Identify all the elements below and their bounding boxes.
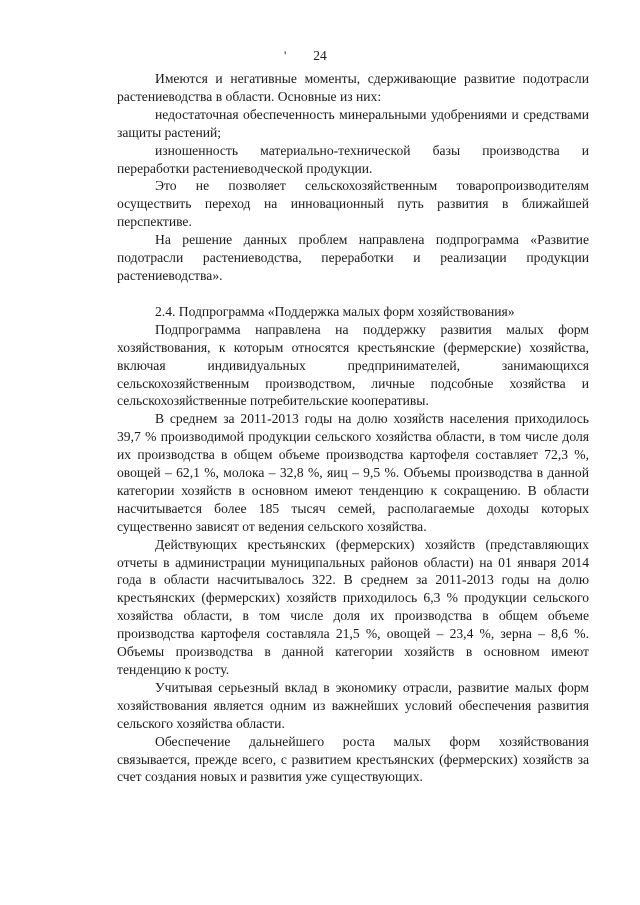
paragraph: Это не позволяет сельскохозяйственным товаропроизводителям осуществить переход на инновационный путь развития в ближайшей перспективе. bbox=[117, 178, 589, 230]
section-spacer bbox=[117, 285, 589, 303]
paragraph: На решение данных проблем направлена подпрограмма «Развитие подотрасли растениеводства, переработки и реализации продукции растениеводства». bbox=[117, 232, 589, 283]
paragraph: Обеспечение дальнейшего роста малых форм хозяйствования связывается, прежде всего, с развитием крестьянских (фермерских) хозяйств за счет создания новых и развития уже существующих. bbox=[117, 733, 589, 785]
paragraph: изношенность материально-технической базы производства и переработки растениеводческой продукции. bbox=[117, 142, 589, 176]
paragraph: недостаточная обеспеченность минеральными удобрениями и средствами защиты растений; bbox=[117, 106, 589, 140]
stray-mark: ' bbox=[284, 48, 287, 63]
body-text bbox=[117, 70, 589, 786]
paragraph: Действующих крестьянских (фермерских) хозяйств (представляющих отчеты в администрации муниципальных районов области) на 01 января 2014 года в области насчитывалось 322. В среднем за 2011-2013 годы на долю крестьянских (фермерских) хозяйств приходилось 6,3 % продукции сельского хозяйства области, в том числе доля их производства в общем объеме производства картофеля составляла 21,5 %, овощей – 23,4 %, зерна – 8,6 %. Объемы производства в данной категории хозяйств в основном имеют тенденцию к росту. bbox=[117, 536, 589, 677]
section-heading: 2.4. Подпрограмма «Поддержка малых форм хозяйствования» bbox=[155, 303, 515, 319]
paragraph: Подпрограмма направлена на поддержку развития малых форм хозяйствования, к которым относятся крестьянские (фермерские) хозяйства, включая индивидуальных предпринимателей, занимающихся сельскохозяйственным производством, личные подсобные хозяйства и сельскохозяйственные потребительские кооперативы. bbox=[117, 321, 589, 409]
page-number: 24 bbox=[313, 48, 327, 63]
paragraph: В среднем за 2011-2013 годы на долю хозяйств населения приходилось 39,7 % производимой продукции сельского хозяйства области, в том числе доля их производства в общем объеме производства картофеля составляет 72,3 %, овощей – 62,1 %, молока – 32,8 %, яиц – 9,5 %. Объемы производства в данной категории хозяйств в основном имеют тенденцию к сокращению. В области насчитывается более 185 тысяч семей, располагаемые доходы которых существенно зависят от ведения сельского хозяйства. bbox=[117, 411, 589, 534]
paragraph: Учитывая серьезный вклад в экономику отрасли, развитие малых форм хозяйствования является одним из важнейших условий обеспечения развития сельского хозяйства области. bbox=[117, 679, 589, 731]
paragraph: Имеются и негативные моменты, сдерживающие развитие подотрасли растениеводства в области. Основные из них: bbox=[117, 71, 589, 104]
